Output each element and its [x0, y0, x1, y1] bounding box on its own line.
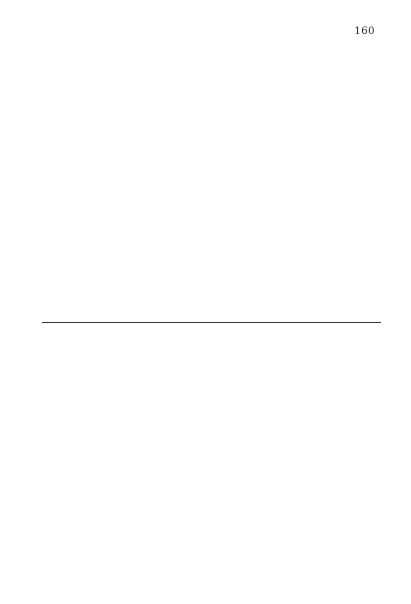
article-body-text — [44, 340, 192, 590]
upper-body-text — [64, 44, 382, 314]
section-divider — [42, 322, 381, 323]
notes-list — [362, 340, 368, 590]
page-number: 160 — [354, 26, 375, 37]
article-heading-block — [190, 340, 285, 590]
notes-section — [292, 340, 386, 590]
